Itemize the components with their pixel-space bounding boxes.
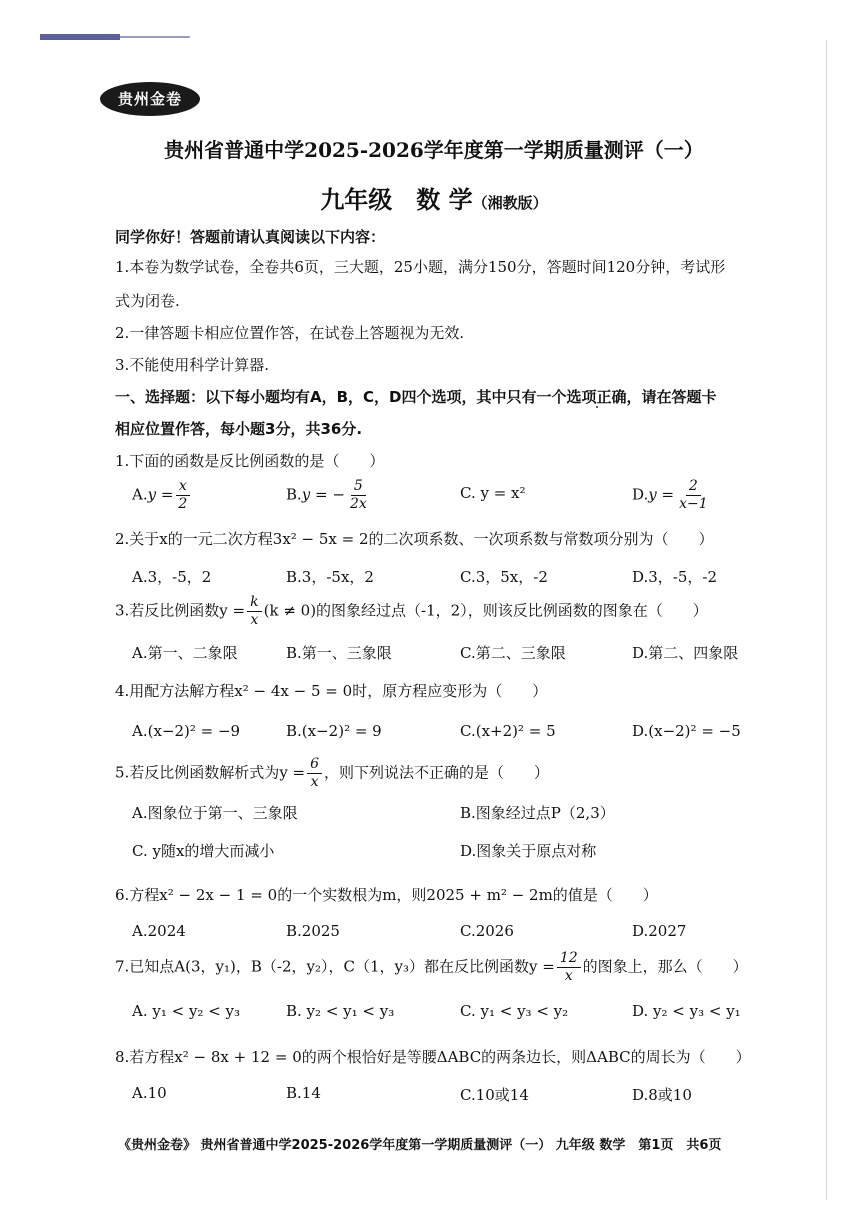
q8-option-c: C.10或14 [460, 1086, 529, 1104]
scan-edge-mark [40, 34, 120, 40]
q3-option-c: C.第二、三象限 [460, 644, 566, 662]
q1-b-den: 2x [349, 496, 367, 512]
edition-label: （湘教版） [472, 194, 548, 212]
section1-heading-line2: 相应位置作答，每小题3分，共36分. [115, 420, 363, 438]
q3-stem-pre: 3.若反比例函数y = [115, 601, 246, 620]
q1-option-c: C. y = x² [460, 484, 526, 502]
q1-a-den: 2 [178, 496, 188, 512]
q1-d-fraction [676, 478, 711, 513]
q1-option-a [132, 478, 192, 513]
q7-option-b: B. y₂ < y₁ < y₃ [286, 1002, 395, 1020]
q1-d-num: 2 [686, 478, 701, 496]
q7-fraction [557, 950, 581, 985]
q3-num: k [247, 594, 261, 612]
instruction-1-line2: 式为闭卷. [115, 292, 180, 310]
q3-option-a: A.第一、二象限 [132, 644, 238, 662]
section1-heading-line1: 一、选择题：以下每小题均有A，B，C，D四个选项，其中只有一个选项正确，请在答题卡 [115, 388, 717, 406]
q5-stem [115, 756, 549, 791]
q1-d-label: D. [632, 485, 649, 504]
q4-option-c: C.(x+2)² = 5 [460, 722, 556, 740]
q1-a-lhs: y = [147, 485, 174, 504]
q1-d-lhs: y = [648, 485, 675, 504]
q1-b-lhs: y = − [301, 485, 345, 504]
q7-option-c: C. y₁ < y₃ < y₂ [460, 1002, 569, 1020]
q6-stem: 6.方程x² − 2x − 1 = 0的一个实数根为m，则2025 + m² − 2m的值是（ ） [115, 886, 658, 904]
q1-stem: 1.下面的函数是反比例函数的是（ ） [115, 452, 385, 470]
q5-num: 6 [307, 756, 322, 774]
q8-option-b: B.14 [286, 1084, 321, 1102]
q7-stem [115, 950, 748, 985]
q7-den: x [564, 968, 573, 984]
q5-option-d: D.图象关于原点对称 [460, 842, 597, 860]
q1-d-den: x−1 [679, 496, 708, 512]
instruction-3: 3.不能使用科学计算器. [115, 356, 270, 374]
grade-subject: 九年级 数 学 [320, 185, 473, 214]
q3-den: x [250, 612, 259, 628]
q6-option-a: A.2024 [132, 922, 186, 940]
scan-edge-mark-faint [120, 36, 190, 38]
q7-stem-pre: 7.已知点A(3，y₁)，B（-2，y₂），C（1，y₃）都在反比例函数y = [115, 957, 555, 976]
q5-option-b: B.图象经过点P（2,3） [460, 804, 615, 822]
instruction-2: 2.一律答题卡相应位置作答，在试卷上答题视为无效. [115, 324, 465, 342]
q2-option-b: B.3，-5x，2 [286, 568, 374, 586]
q3-stem [115, 594, 708, 629]
q3-option-b: B.第一、三象限 [286, 644, 392, 662]
q6-option-b: B.2025 [286, 922, 340, 940]
q6-option-c: C.2026 [460, 922, 514, 940]
exam-subtitle [0, 180, 868, 215]
q5-stem-pre: 5.若反比例函数解析式为y = [115, 763, 306, 782]
q1-a-fraction [175, 478, 190, 513]
exam-title: 贵州省普通中学2025-2026学年度第一学期质量测评（一） [164, 138, 704, 162]
q7-option-d: D. y₂ < y₃ < y₁ [632, 1002, 741, 1020]
q8-stem: 8.若方程x² − 8x + 12 = 0的两个根恰好是等腰ΔABC的两条边长，则ΔABC的周长为（ ） [115, 1048, 751, 1066]
q8-option-a: A.10 [132, 1084, 167, 1102]
q1-b-fraction [347, 478, 370, 513]
q4-stem: 4.用配方法解方程x² − 4x − 5 = 0时，原方程应变形为（ ） [115, 682, 548, 700]
q8-option-d: D.8或10 [632, 1086, 692, 1104]
q6-option-d: D.2027 [632, 922, 687, 940]
q2-option-c: C.3，5x，-2 [460, 568, 548, 586]
brand-badge: 贵州金卷 [100, 82, 200, 116]
q1-option-d [632, 478, 713, 513]
q1-b-num: 5 [351, 478, 366, 496]
instructions-greeting: 同学你好！答题前请认真阅读以下内容： [115, 228, 386, 246]
q3-fraction [247, 594, 261, 629]
q5-den: x [310, 774, 319, 790]
q1-b-label: B. [286, 485, 302, 504]
q2-option-a: A.3，-5，2 [132, 568, 212, 586]
instruction-1-line1: 1.本卷为数学试卷，全卷共6页，三大题，25小题，满分150分，答题时间120分钟，考试形 [115, 258, 726, 276]
q1-option-b [286, 478, 372, 513]
page-footer: 《贵州金卷》 贵州省普通中学2025-2026学年度第一学期质量测评（一） 九年级 数学 第1页 共6页 [118, 1138, 722, 1153]
q2-option-d: D.3，-5，-2 [632, 568, 718, 586]
q3-option-d: D.第二、四象限 [632, 644, 739, 662]
q5-option-c: C. y随x的增大而减小 [132, 842, 275, 860]
q4-option-a: A.(x−2)² = −9 [132, 722, 241, 740]
q1-a-num: x [176, 478, 190, 496]
q4-option-d: D.(x−2)² = −5 [632, 722, 741, 740]
q5-option-a: A.图象位于第一、三象限 [132, 804, 298, 822]
q7-num: 12 [557, 950, 581, 968]
q5-fraction [307, 756, 322, 791]
q4-option-b: B.(x−2)² = 9 [286, 722, 382, 740]
q7-stem-post: 的图象上，那么（ ） [582, 957, 748, 976]
q1-a-label: A. [132, 485, 148, 504]
q2-stem: 2.关于x的一元二次方程3x² − 5x = 2的二次项系数、一次项系数与常数项分别为（ ） [115, 530, 714, 548]
q5-stem-post: ，则下列说法不正确的是（ ） [324, 763, 550, 782]
q3-stem-post: (k ≠ 0)的图象经过点（-1，2），则该反比例函数的图象在（ ） [263, 601, 708, 620]
q7-option-a: A. y₁ < y₂ < y₃ [132, 1002, 241, 1020]
